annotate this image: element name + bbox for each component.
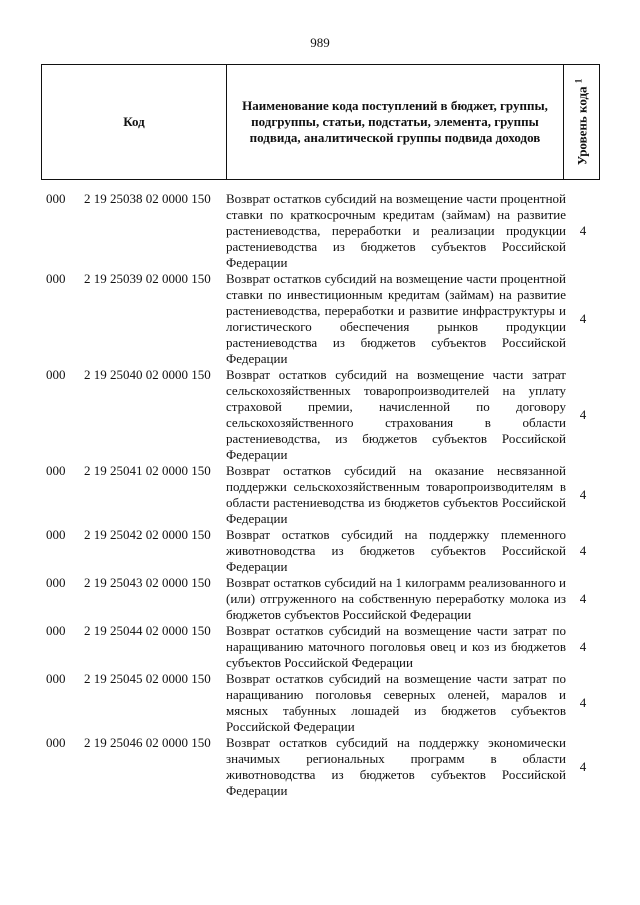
- revenue-code: 2 19 25038 02 0000 150: [84, 191, 211, 206]
- revenue-name: Возврат остатков субсидий на возмещение части процентной ставки по инвестиционным кредитам (займам) на развитие растениеводства, переработки и развитие инфраструктуры и логистического обеспечения рынков продукции растениеводства из бюджетов субъектов Российской Федерации: [226, 271, 566, 366]
- table-row: [41, 623, 600, 671]
- table-row: [41, 463, 600, 527]
- code-level: 4: [579, 543, 587, 558]
- header-name-cell: [227, 65, 564, 179]
- header-level-text: Уровень кода: [574, 86, 590, 166]
- revenue-name: Возврат остатков субсидий на оказание несвязанной поддержки сельскохозяйственным товаропроизводителям в области растениеводства из бюджетов субъектов Российской Федерации: [226, 463, 566, 526]
- table-row: [41, 191, 600, 271]
- page-number: 989: [310, 35, 330, 50]
- revenue-code: 2 19 25041 02 0000 150: [84, 463, 211, 478]
- revenue-name: Возврат остатков субсидий на поддержку экономически значимых региональных программ в области животноводства из бюджетов субъектов Российской Федерации: [226, 735, 566, 798]
- code-level: 4: [579, 695, 587, 710]
- revenue-code: 2 19 25044 02 0000 150: [84, 623, 211, 638]
- header-level-footnote: 1: [572, 78, 583, 84]
- revenue-name: Возврат остатков субсидий на 1 килограмм реализованного и (или) отгруженного на собственную переработку молока из бюджетов субъектов Российской Федерации: [226, 575, 566, 622]
- revenue-name: Возврат остатков субсидий на возмещение части процентной ставки по краткосрочным кредитам (займам) на развитие растениеводства, переработки и реализации продукции растениеводства из бюджетов субъектов Российской Федерации: [226, 191, 566, 270]
- revenue-name: Возврат остатков субсидий на возмещение части затрат по наращиванию маточного поголовья овец и коз из бюджетов субъектов Российской Федерации: [226, 623, 566, 670]
- revenue-code: 2 19 25042 02 0000 150: [84, 527, 211, 542]
- revenue-code: 2 19 25039 02 0000 150: [84, 271, 211, 286]
- header-code-cell: [42, 65, 227, 179]
- admin-code: 000: [46, 463, 66, 478]
- header-code: Код: [123, 114, 145, 129]
- admin-code: 000: [46, 623, 66, 638]
- table-row: [41, 575, 600, 623]
- revenue-code: 2 19 25040 02 0000 150: [84, 367, 211, 382]
- admin-code: 000: [46, 735, 66, 750]
- code-level: 4: [579, 223, 587, 238]
- code-level: 4: [579, 591, 587, 606]
- revenue-name: Возврат остатков субсидий на возмещение части затрат сельскохозяйственных товаропроизводителей на уплату страховой премии, начисленной по договору сельскохозяйственного страхования в области растениеводства, из бюджетов субъектов Российской Федерации: [226, 367, 566, 462]
- table-row: [41, 271, 600, 367]
- admin-code: 000: [46, 575, 66, 590]
- table-body: [41, 191, 600, 799]
- code-level: 4: [579, 311, 587, 326]
- code-level: 4: [579, 639, 587, 654]
- code-level: 4: [579, 487, 587, 502]
- header-name: Наименование кода поступлений в бюджет, группы, подгруппы, статьи, подстатьи, элемента, группы подвида, аналитической группы подвида доходов: [242, 98, 548, 145]
- table-header: [41, 64, 600, 180]
- revenue-code: 2 19 25043 02 0000 150: [84, 575, 211, 590]
- header-level: [573, 79, 590, 166]
- revenue-name: Возврат остатков субсидий на возмещение части затрат по наращиванию поголовья северных оленей, маралов и мясных табунных лошадей из бюджетов субъектов Российской Федерации: [226, 671, 566, 734]
- admin-code: 000: [46, 527, 66, 542]
- revenue-code: 2 19 25046 02 0000 150: [84, 735, 211, 750]
- header-level-cell: [564, 65, 599, 179]
- admin-code: 000: [46, 271, 66, 286]
- code-level: 4: [579, 759, 587, 774]
- table-row: [41, 735, 600, 799]
- table-row: [41, 527, 600, 575]
- table-row: [41, 367, 600, 463]
- admin-code: 000: [46, 367, 66, 382]
- table-row: [41, 671, 600, 735]
- admin-code: 000: [46, 191, 66, 206]
- code-level: 4: [579, 407, 587, 422]
- admin-code: 000: [46, 671, 66, 686]
- revenue-name: Возврат остатков субсидий на поддержку племенного животноводства из бюджетов субъектов Российской Федерации: [226, 527, 566, 574]
- revenue-code: 2 19 25045 02 0000 150: [84, 671, 211, 686]
